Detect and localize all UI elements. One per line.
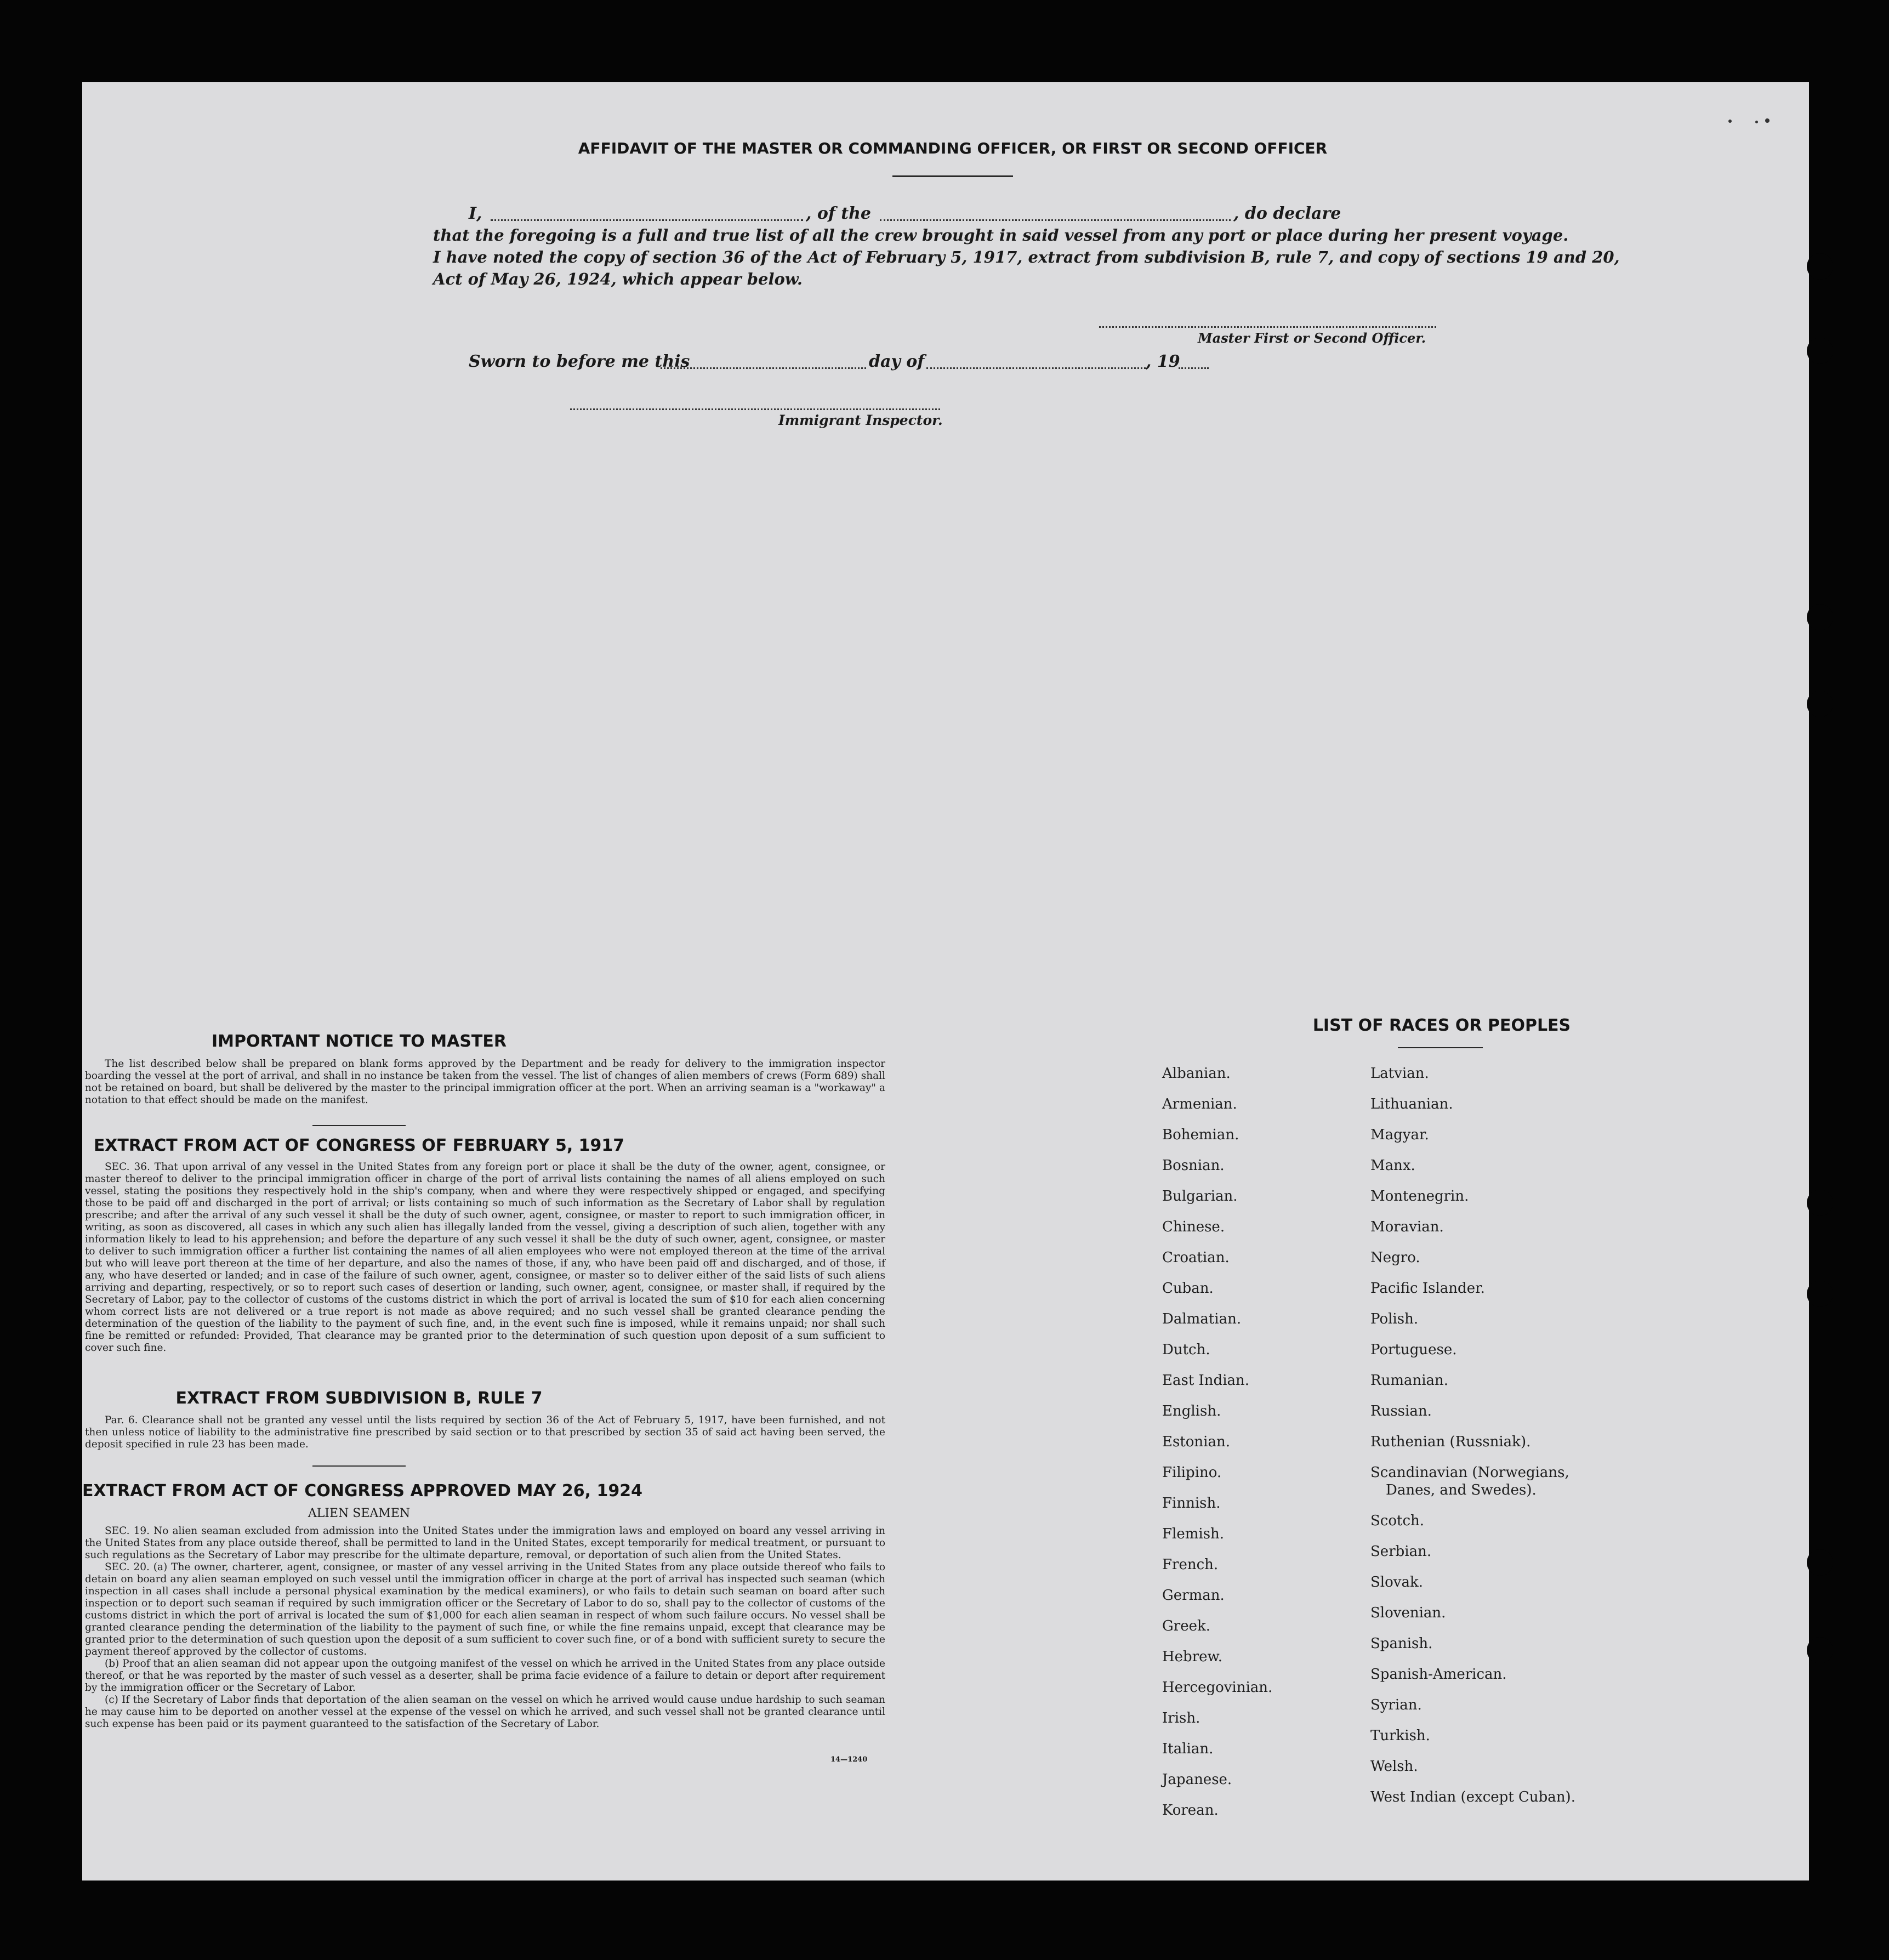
- form-number: 14—1240: [830, 1756, 868, 1764]
- race-item: Flemish.: [1162, 1526, 1225, 1542]
- race-item: Lithuanian.: [1370, 1096, 1453, 1112]
- race-item: Italian.: [1162, 1741, 1214, 1757]
- race-item: Spanish.: [1370, 1635, 1433, 1652]
- sworn-year-field[interactable]: [1179, 367, 1209, 369]
- rule7-divider: [312, 1465, 406, 1467]
- race-item: Welsh.: [1370, 1758, 1418, 1775]
- sworn-day-field[interactable]: [661, 367, 866, 369]
- extract-1924-title: EXTRACT FROM ACT OF CONGRESS APPROVED MAY 26, 1924: [82, 1481, 642, 1501]
- race-item: Chinese.: [1162, 1219, 1225, 1235]
- race-item: Latvian.: [1370, 1065, 1429, 1082]
- race-item: Armenian.: [1162, 1096, 1237, 1112]
- race-item: Bosnian.: [1162, 1157, 1225, 1174]
- notice-body: [85, 1058, 885, 1106]
- races-right-column: [1370, 1058, 1575, 1813]
- affidavit-vessel-field[interactable]: [880, 219, 1231, 221]
- affidavit-declaration-line-3: Act of May 26, 1924, which appear below.: [433, 270, 803, 288]
- form-page: [82, 82, 1809, 1881]
- race-item: Rumanian.: [1370, 1372, 1449, 1389]
- punch-hole: [1807, 1190, 1833, 1216]
- affidavit-do-declare-label: , do declare: [1233, 204, 1341, 223]
- races-title: LIST OF RACES OR PEOPLES: [1312, 1016, 1571, 1035]
- year-prefix-label: , 19: [1146, 352, 1180, 371]
- affidavit-name-field[interactable]: [491, 219, 803, 221]
- notice-paragraph: The list described below shall be prepared on blank forms approved by the Department and be ready for delivery to the immigration inspector boarding the vessel at the port of arrival, and shall in no instance be taken from the vessel. The list of changes of alien members of crews (Form 689) shall not be retained on board, but shall be delivered by the master to the principal immigration officer at the port. When an arriving seaman is a "workaway" a notation to that effect should be made on the manifest.: [85, 1058, 885, 1106]
- extract-1917-body: [85, 1161, 885, 1354]
- sec20a-paragraph: SEC. 20. (a) The owner, charterer, agent, consignee, or master of any vessel arriving in the United States from any place outside thereof who fails to detain on board any alien seaman employed on such vessel until the immigration officer in charge at the port of arrival has inspected such seaman (which inspection in all cases shall include a personal physical examination by the medical examiners), or who fails to detain such seaman on board after such inspection or to deport such seaman if required by such immigration officer or the Secretary of Labor to do so, shall pay to the collector of customs of the customs district in which the port of arrival is located the sum of $1,000 for each alien seaman in respect of whom such failure occurs. No vessel shall be granted clearance pending the determination of the liability to the payment of such fine, or while the fine remains unpaid, except that clearance may be granted prior to the determination of such question upon the deposit of a sum sufficient to cover such fine, or of a bond with sufficient surety to secure the payment thereof approved by the collector of customs.: [85, 1561, 885, 1657]
- punch-hole: [1807, 604, 1833, 630]
- race-item: Russian.: [1370, 1403, 1432, 1419]
- sec20b-paragraph: (b) Proof that an alien seaman did not appear upon the outgoing manifest of the vessel on which he arrived in the United States from any place outside thereof, or that he was reported by the master of such vessel as a deserter, shall be prima facie evidence of a failure to detain or deport after requirement by the immigration officer or the Secretary of Labor.: [85, 1658, 885, 1694]
- race-item: Albanian.: [1162, 1065, 1231, 1082]
- race-item: Scandinavian (Norwegians,: [1370, 1464, 1569, 1481]
- punch-hole: [1807, 691, 1833, 717]
- race-item: Syrian.: [1370, 1697, 1422, 1713]
- race-item: Turkish.: [1370, 1728, 1430, 1744]
- race-item: Dalmatian.: [1162, 1311, 1242, 1327]
- race-item: Finnish.: [1162, 1495, 1221, 1512]
- punch-hole: [1807, 253, 1833, 280]
- race-item: Polish.: [1370, 1311, 1419, 1327]
- race-item: Hercegovinian.: [1162, 1679, 1273, 1696]
- punch-hole: [1807, 1549, 1833, 1576]
- race-item: Negro.: [1370, 1249, 1420, 1266]
- notice-divider: [312, 1125, 406, 1126]
- punch-hole: [1807, 1281, 1833, 1307]
- race-item: Pacific Islander.: [1370, 1280, 1485, 1297]
- extract-rule7-body: [85, 1414, 885, 1451]
- par6-paragraph: Par. 6. Clearance shall not be granted any vessel until the lists required by section 36 of the Act of February 5, 1917, have been furnished, and not then unless notice of liability to the administrative fine prescribed by said section or to that prescribed by section 35 of said act having been served, the deposit specified in rule 23 has been made.: [85, 1414, 885, 1450]
- extract-rule7-title: EXTRACT FROM SUBDIVISION B, RULE 7: [175, 1389, 543, 1408]
- race-item: German.: [1162, 1587, 1225, 1604]
- race-item: Bulgarian.: [1162, 1188, 1238, 1205]
- race-item: Japanese.: [1162, 1771, 1232, 1788]
- race-item: Montenegrin.: [1370, 1188, 1469, 1205]
- race-item: Dutch.: [1162, 1342, 1210, 1358]
- race-item: Irish.: [1162, 1710, 1200, 1726]
- race-item: Hebrew.: [1162, 1649, 1222, 1665]
- scan-speck: [1755, 121, 1758, 123]
- race-item: Spanish-American.: [1370, 1666, 1507, 1683]
- race-item: Moravian.: [1370, 1219, 1444, 1235]
- race-item: Slovak.: [1370, 1574, 1423, 1590]
- race-item: West Indian (except Cuban).: [1370, 1789, 1575, 1805]
- affidavit-title: AFFIDAVIT OF THE MASTER OR COMMANDING OFFICER, OR FIRST OR SECOND OFFICER: [578, 139, 1328, 157]
- punch-hole: [1807, 1637, 1833, 1663]
- master-signature-label: Master First or Second Officer.: [1198, 330, 1426, 346]
- sec20c-paragraph: (c) If the Secretary of Labor finds that deportation of the alien seaman on the vessel on which he arrived would cause undue hardship to such seaman he may cause him to be deported on another vessel at the expense of the vessel on which he arrived, and such vessel shall not be granted clearance until such expense has been paid or its payment guaranteed to the satisfaction of the Secretary of Labor.: [85, 1694, 885, 1730]
- race-item: English.: [1162, 1403, 1221, 1419]
- race-item: Danes, and Swedes).: [1386, 1482, 1537, 1498]
- races-left-column: [1162, 1058, 1272, 1826]
- extract-1924-body: [85, 1525, 885, 1730]
- sworn-label: Sworn to before me this: [469, 352, 690, 371]
- affidavit-i-label: I,: [469, 204, 482, 223]
- race-item: Magyar.: [1370, 1127, 1429, 1143]
- sec19-paragraph: SEC. 19. No alien seaman excluded from admission into the United States under the immigration laws and employed on board any vessel arriving in the United States from any place outside thereof, shall be permitted to land in the United States, except temporarily for medical treatment, or pursuant to such regulations as the Secretary of Labor may prescribe for the ultimate departure, removal, or deportation of such alien from the United States.: [85, 1525, 885, 1561]
- race-item: Scotch.: [1370, 1513, 1425, 1529]
- race-item: Bohemian.: [1162, 1127, 1239, 1143]
- scan-speck: [1728, 120, 1732, 123]
- race-item: East Indian.: [1162, 1372, 1250, 1389]
- race-item: Croatian.: [1162, 1249, 1230, 1266]
- race-item: Filipino.: [1162, 1464, 1222, 1481]
- sworn-month-field[interactable]: [926, 367, 1146, 369]
- inspector-label: Immigrant Inspector.: [778, 412, 943, 428]
- race-item: Slovenian.: [1370, 1605, 1446, 1621]
- punch-hole: [1807, 338, 1833, 364]
- race-item: Cuban.: [1162, 1280, 1214, 1297]
- notice-title: IMPORTANT NOTICE TO MASTER: [212, 1032, 507, 1051]
- race-item: Korean.: [1162, 1802, 1219, 1819]
- race-item: Portuguese.: [1370, 1342, 1457, 1358]
- affidavit-of-the-label: , of the: [806, 204, 872, 223]
- race-item: Ruthenian (Russniak).: [1370, 1434, 1531, 1450]
- alien-seamen-subtitle: ALIEN SEAMEN: [308, 1507, 411, 1520]
- extract-1917-title: EXTRACT FROM ACT OF CONGRESS OF FEBRUARY 5, 1917: [93, 1136, 625, 1155]
- race-item: Estonian.: [1162, 1434, 1230, 1450]
- sec36-paragraph: SEC. 36. That upon arrival of any vessel in the United States from any foreign port or place it shall be the duty of the owner, agent, consignee, or master thereof to deliver to the principal immigration officer in charge of the port of arrival lists containing the names of all aliens employed on such vessel, stating the positions they respectively hold in the ship's company, when and where they were respectively shipped or engaged, and specifying those to be paid off and discharged in the port of arrival; or lists containing so much of such information as the Secretary of Labor shall by regulation prescribe; and after the arrival of any such vessel it shall be the duty of such owner, agent, consignee, or master to report to such immigration officer, in writing, as soon as discovered, all cases in which any such alien has illegally landed from the vessel, giving a description of such alien, together with any information likely to lead to his apprehension; and before the departure of any such vessel it shall be the duty of such owner, agent, consignee, or master to deliver to such immigration officer a further list containing the names of all alien employees who were not employed thereon at the time of the arrival but who will leave port thereon at the time of her departure, and also the names of those, if any, who have been paid off and discharged, and of those, if any, who have deserted or landed; and in case of the failure of such owner, agent, consignee, or master so to deliver either of the said lists of such aliens arriving and departing, respectively, or so to report such cases of desertion or landing, such owner, agent, consignee, or master shall, if required by the Secretary of Labor, pay to the collector of customs of the customs district in which the port of arrival is located the sum of $10 for each alien concerning whom correct lists are not delivered or a true report is not made as above required; and no such vessel shall be granted clearance pending the determination of the question of the liability to the payment of such fine, and, in the event such fine is imposed, while it remains unpaid; nor shall such fine be remitted or refunded: Provided, That clearance may be granted prior to the determination of such question upon deposit of a sum sufficient to cover such fine.: [85, 1161, 885, 1354]
- master-signature-field[interactable]: [1099, 326, 1436, 328]
- races-title-rule: [1398, 1047, 1483, 1048]
- inspector-signature-field[interactable]: [570, 408, 940, 410]
- race-item: Serbian.: [1370, 1543, 1432, 1560]
- scan-speck: [1765, 118, 1769, 123]
- race-item: Manx.: [1370, 1157, 1415, 1174]
- affidavit-declaration-line-1: that the foregoing is a full and true list of all the crew brought in said vessel from any port or place during her present voyage.: [433, 226, 1569, 245]
- affidavit-declaration-line-2: I have noted the copy of section 36 of the Act of February 5, 1917, extract from subdivision B, rule 7, and copy of sections 19 and 20,: [433, 248, 1620, 266]
- day-of-label: day of: [869, 352, 925, 371]
- race-item: French.: [1162, 1556, 1219, 1573]
- race-item: Greek.: [1162, 1618, 1210, 1634]
- affidavit-title-rule: [892, 175, 1013, 177]
